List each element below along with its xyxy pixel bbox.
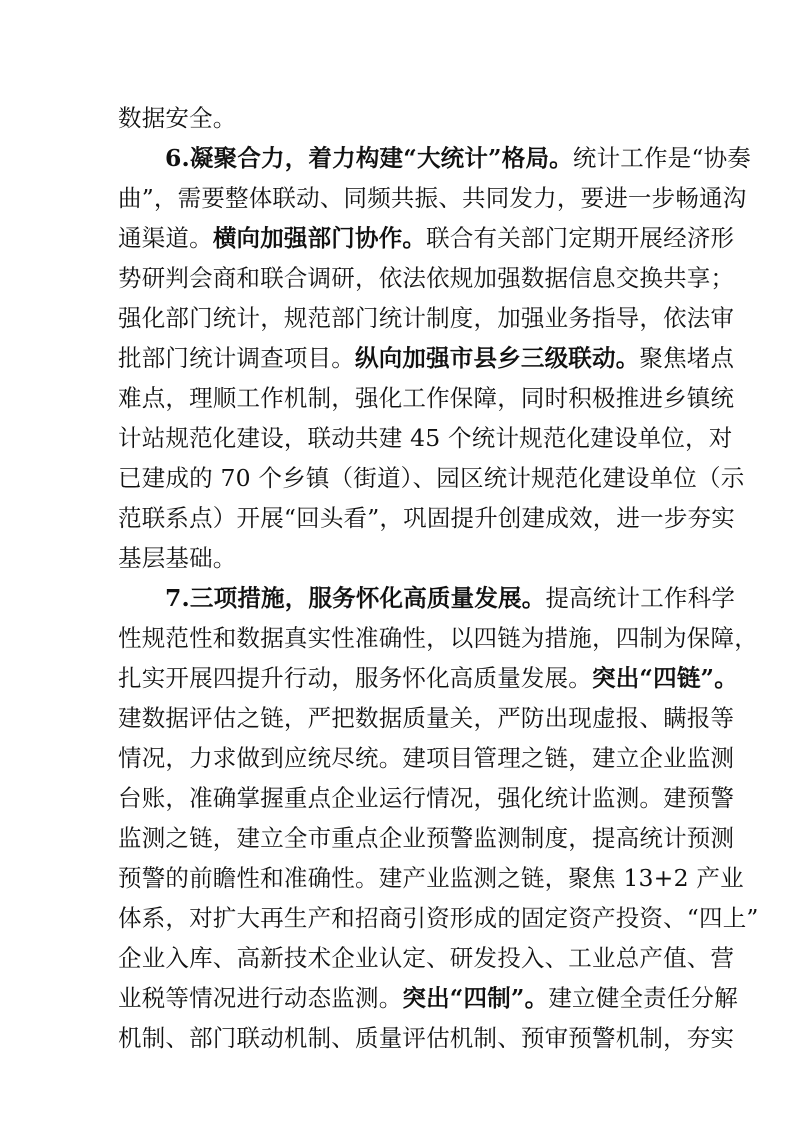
text-line: [118, 778, 735, 818]
text-segment: 强化部门统计，规范部门统计制度，加强业务指导，依法审: [118, 304, 735, 332]
text-line: [118, 218, 735, 258]
section-heading: 6.凝聚合力，着力构建“大统计”格局。: [165, 144, 573, 172]
text-line: [118, 858, 744, 898]
text-line: [118, 938, 735, 978]
text-segment: 监测之链，建立全市重点企业预警监测制度，提高统计预测: [118, 824, 735, 852]
text-segment: 性规范性和数据真实性准确性，以四链为措施，四制为保障，: [118, 624, 758, 652]
text-line: [118, 178, 747, 218]
text-line: [118, 418, 733, 458]
text-segment: 难点，理顺工作机制，强化工作保障，同时积极推进乡镇统: [118, 384, 735, 412]
text-segment: 提高统计工作科学: [545, 584, 736, 612]
text-segment: 预警的前瞻性和准确性。建产业监测之链，聚焦 13+2 产业: [118, 864, 744, 892]
bold-phrase: 纵向加强市县乡三级联动。: [355, 344, 640, 372]
text-line: [118, 618, 758, 658]
text-segment: 情况，力求做到应统尽统。建项目管理之链，建立企业监测: [118, 744, 735, 772]
bold-phrase: 突出“四链”。: [592, 664, 738, 692]
text-segment: 机制、部门联动机制、质量评估机制、预审预警机制，夯实: [118, 1024, 735, 1052]
text-line: [118, 898, 759, 938]
text-segment: 数据安全。: [118, 104, 237, 132]
text-segment: 基层基础。: [118, 544, 237, 572]
text-line: [118, 978, 738, 1018]
text-line: [118, 378, 735, 418]
text-line: [118, 298, 735, 338]
text-line: [118, 498, 735, 538]
text-line: [165, 138, 751, 178]
text-segment: 范联系点）开展“回头看”，巩固提升创建成效，进一步夯实: [118, 504, 735, 532]
section-heading: 7.三项措施，服务怀化高质量发展。: [165, 584, 546, 612]
text-segment: 计站规范化建设，联动共建 45 个统计规范化建设单位，对: [118, 424, 733, 452]
text-line: [118, 658, 738, 698]
text-line: [118, 338, 735, 378]
text-line: [118, 458, 745, 498]
text-line: [118, 98, 678, 138]
text-line: [118, 1018, 735, 1058]
text-segment: 业税等情况进行动态监测。: [118, 984, 403, 1012]
text-segment: 联合有关部门定期开展经济形: [426, 224, 735, 252]
text-segment: 扎实开展四提升行动，服务怀化高质量发展。: [118, 664, 592, 692]
text-segment: 聚焦堵点: [639, 344, 735, 372]
bold-phrase: 横向加强部门协作。: [212, 224, 427, 252]
bold-phrase: 突出“四制”。: [402, 984, 549, 1012]
text-segment: 通渠道。: [118, 224, 213, 252]
text-line: [165, 578, 736, 618]
text-segment: 统计工作是“协奏: [572, 144, 751, 172]
text-line: [118, 738, 735, 778]
text-line: [118, 818, 735, 858]
text-segment: 企业入库、高新技术企业认定、研发投入、工业总产值、营: [118, 944, 735, 972]
text-segment: 建立健全责任分解: [548, 984, 738, 1012]
text-line: [118, 698, 735, 738]
text-segment: 已建成的 70 个乡镇（街道）、园区统计规范化建设单位（示: [118, 464, 745, 492]
text-segment: 体系，对扩大再生产和招商引资形成的固定资产投资、“四上”: [118, 904, 759, 932]
text-line: [118, 258, 735, 298]
text-segment: 批部门统计调查项目。: [118, 344, 355, 372]
text-segment: 曲”，需要整体联动、同频共振、共同发力，要进一步畅通沟: [118, 184, 747, 212]
text-segment: 建数据评估之链，严把数据质量关，严防出现虚报、瞒报等: [118, 704, 735, 732]
text-segment: 台账，准确掌握重点企业运行情况，强化统计监测。建预警: [118, 784, 735, 812]
text-segment: 势研判会商和联合调研，依法依规加强数据信息交换共享；: [118, 264, 735, 292]
text-line: [118, 538, 678, 578]
